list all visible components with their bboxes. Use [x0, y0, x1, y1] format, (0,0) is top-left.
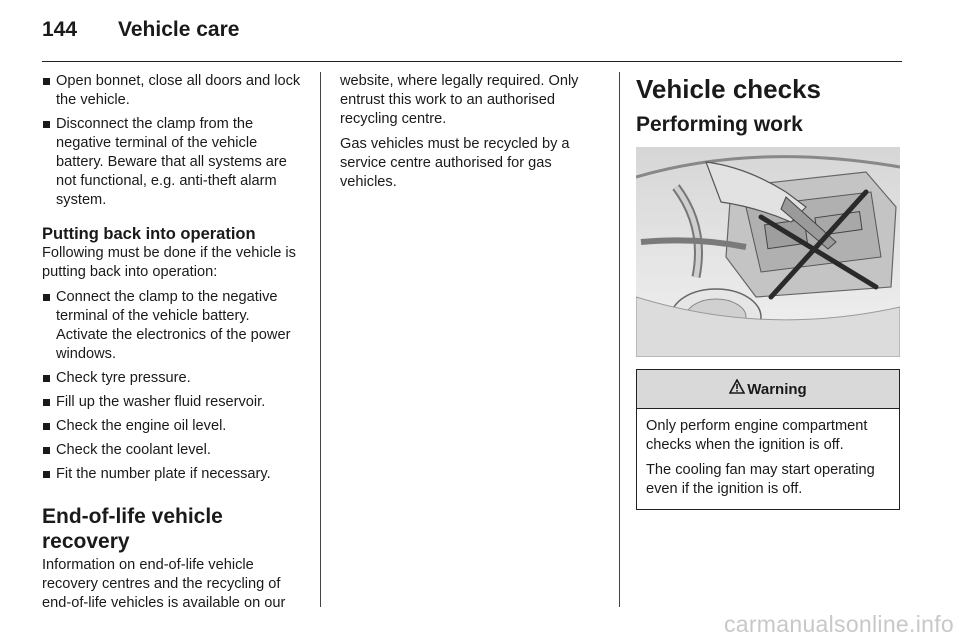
column-3: [636, 72, 902, 510]
column-divider-2: [619, 72, 620, 607]
section-title: Vehicle care: [118, 18, 240, 41]
warning-body: [637, 409, 899, 509]
putting-back-heading: Putting back into operation: [42, 225, 256, 243]
list-item: Open bonnet, close all doors and lock the vehicle.: [42, 72, 304, 110]
chapter-title: Vehicle checks: [636, 74, 822, 104]
list-item: Fit the number plate if necessary.: [42, 465, 304, 484]
list-item: Disconnect the clamp from the negative terminal of the vehicle battery. Beware that all systems are not functional, e.g. anti-theft alarm system.: [42, 115, 304, 210]
page-header: [42, 14, 902, 54]
warning-box: [636, 369, 900, 510]
watermark: carmanualsonline.info: [723, 611, 954, 637]
warning-title: Warning: [747, 380, 807, 398]
putting-back-bullets: [42, 288, 304, 484]
gas-vehicles-text: Gas vehicles must be recycled by a service centre authorised for gas vehicles.: [340, 136, 570, 190]
warning-header: [637, 370, 899, 409]
list-item: Fill up the washer fluid reservoir.: [42, 393, 304, 412]
list-item: Connect the clamp to the negative terminal of the vehicle battery. Activate the electronics of the power windows.: [42, 288, 304, 364]
end-of-life-text: Information on end-of-life vehicle recovery centres and the recycling of end-of-life vehicles is available on our: [42, 557, 286, 611]
list-item: Check the engine oil level.: [42, 417, 304, 436]
header-rule: [42, 61, 902, 62]
engine-compartment-illustration: [636, 147, 900, 357]
performing-work-heading: Performing work: [636, 113, 803, 136]
column-2: [340, 72, 608, 198]
list-item: Check tyre pressure.: [42, 369, 304, 388]
storage-bullets: [42, 72, 304, 210]
warning-text-2: The cooling fan may start operating even if the ignition is off.: [646, 462, 875, 497]
warning-text-1: Only perform engine compartment checks when the ignition is off.: [646, 418, 868, 453]
column-1: [42, 72, 304, 619]
warning-triangle-icon: [729, 379, 745, 399]
list-item: Check the coolant level.: [42, 441, 304, 460]
putting-back-intro: Following must be done if the vehicle is putting back into operation:: [42, 245, 296, 280]
engine-compartment-drawing: [636, 147, 900, 357]
column-divider-1: [320, 72, 321, 607]
end-of-life-text-continued: website, where legally required. Only entrust this work to an authorised recycling centre.: [340, 73, 579, 127]
end-of-life-heading: End-of-life vehicle recovery: [42, 505, 223, 553]
page-number: 144: [42, 18, 78, 41]
